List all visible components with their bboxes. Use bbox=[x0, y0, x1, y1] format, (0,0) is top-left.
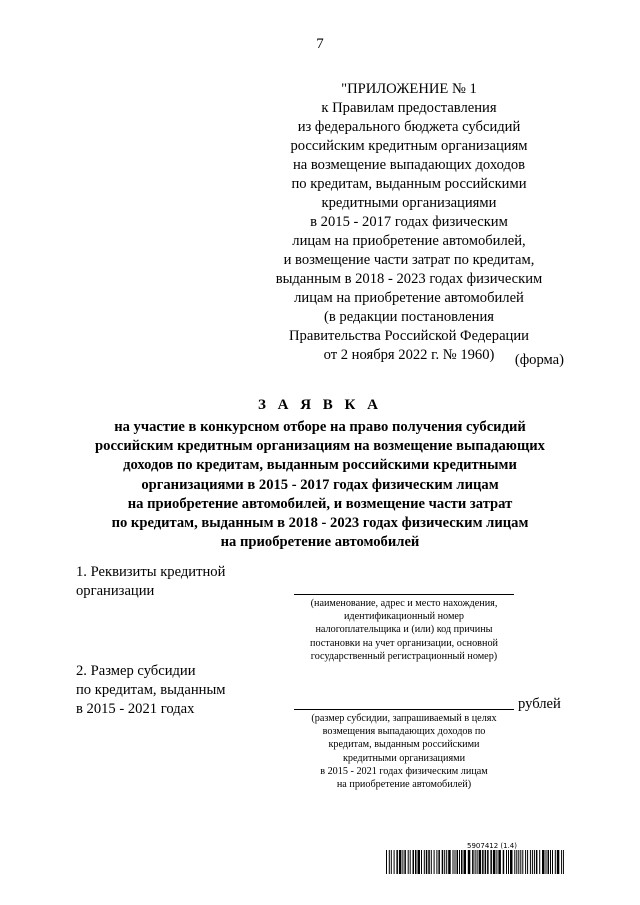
appendix-line: на возмещение выпадающих доходов bbox=[292, 157, 526, 173]
subtitle-line: российским кредитным организациям на возмещение выпадающих bbox=[95, 438, 545, 455]
subtitle-line: на приобретение автомобилей bbox=[220, 534, 420, 551]
document-title: З А Я В К А bbox=[257, 397, 383, 413]
subtitle-line: по кредитам, выданным в 2018 - 2023 годах физическим лицам bbox=[111, 515, 529, 532]
appendix-line: и возмещение части затрат по кредитам, bbox=[283, 252, 535, 268]
subtitle-line: доходов по кредитам, выданным российскими кредитными bbox=[123, 457, 517, 474]
field1-label-line: организации bbox=[76, 583, 155, 599]
field1-caption bbox=[284, 597, 524, 663]
field2-input-line[interactable] bbox=[294, 709, 514, 710]
appendix-line: к Правилам предоставления bbox=[321, 100, 497, 116]
appendix-header bbox=[258, 80, 560, 365]
field2-caption-line: на приобретение автомобилей) bbox=[336, 779, 472, 791]
page-number: 7 bbox=[316, 36, 324, 52]
field2-label bbox=[76, 662, 226, 719]
appendix-line: кредитными организациями bbox=[321, 195, 497, 211]
appendix-line: Правительства Российской Федерации bbox=[289, 328, 529, 344]
appendix-line: лицам на приобретение автомобилей, bbox=[292, 233, 526, 249]
appendix-line: российским кредитным организациям bbox=[290, 138, 528, 154]
subtitle-line: на участие в конкурсном отборе на право получения субсидий bbox=[114, 419, 526, 435]
form-marker: (форма) bbox=[514, 352, 564, 368]
appendix-line: по кредитам, выданным российскими bbox=[291, 176, 527, 192]
field1-input-line[interactable] bbox=[294, 594, 514, 595]
field1-caption-line: государственный регистрационный номер) bbox=[310, 650, 498, 662]
appendix-line: из федерального бюджета субсидий bbox=[297, 119, 521, 135]
field1-caption-line: идентификационный номер bbox=[343, 611, 465, 623]
field1-caption-line: налогоплательщика и (или) код причины bbox=[315, 624, 493, 636]
field1-label-line: 1. Реквизиты кредитной bbox=[76, 564, 226, 580]
field2-caption bbox=[284, 712, 524, 791]
field2-label-line: в 2015 - 2021 годах bbox=[76, 701, 195, 717]
subtitle-line: на приобретение автомобилей, и возмещение части затрат bbox=[127, 495, 513, 512]
field1-label bbox=[76, 563, 225, 601]
field2-caption-line: возмещения выпадающих доходов по bbox=[322, 726, 486, 738]
barcode-number: 5907412 (1.4) bbox=[467, 842, 517, 850]
field2-label-line: по кредитам, выданным bbox=[76, 682, 226, 698]
appendix-line: от 2 ноября 2022 г. № 1960) bbox=[323, 347, 495, 363]
appendix-line: выданным в 2018 - 2023 годах физическим bbox=[275, 271, 543, 287]
appendix-line: (в редакции постановления bbox=[324, 309, 494, 325]
field2-caption-line: кредитам, выданным российскими bbox=[328, 739, 480, 751]
barcode-icon bbox=[386, 850, 564, 874]
appendix-line: в 2015 - 2017 годах физическим bbox=[310, 214, 508, 230]
field2-caption-line: (размер субсидии, запрашиваемый в целях bbox=[311, 713, 497, 724]
document-subtitle bbox=[0, 418, 640, 552]
currency-unit: рублей bbox=[518, 696, 561, 712]
field2-label-line: 2. Размер субсидии bbox=[76, 663, 196, 679]
field1-caption-line: (наименование, адрес и место нахождения, bbox=[310, 598, 498, 609]
field2-caption-line: кредитными организациями bbox=[342, 752, 466, 764]
subtitle-line: организациями в 2015 - 2017 годах физическим лицам bbox=[141, 476, 499, 493]
field2-caption-line: в 2015 - 2021 годах физическим лицам bbox=[320, 765, 488, 777]
field1-caption-line: постановки на учет организации, основной bbox=[310, 637, 498, 649]
appendix-line: "ПРИЛОЖЕНИЕ № 1 bbox=[341, 81, 477, 97]
appendix-line: лицам на приобретение автомобилей bbox=[294, 290, 524, 306]
